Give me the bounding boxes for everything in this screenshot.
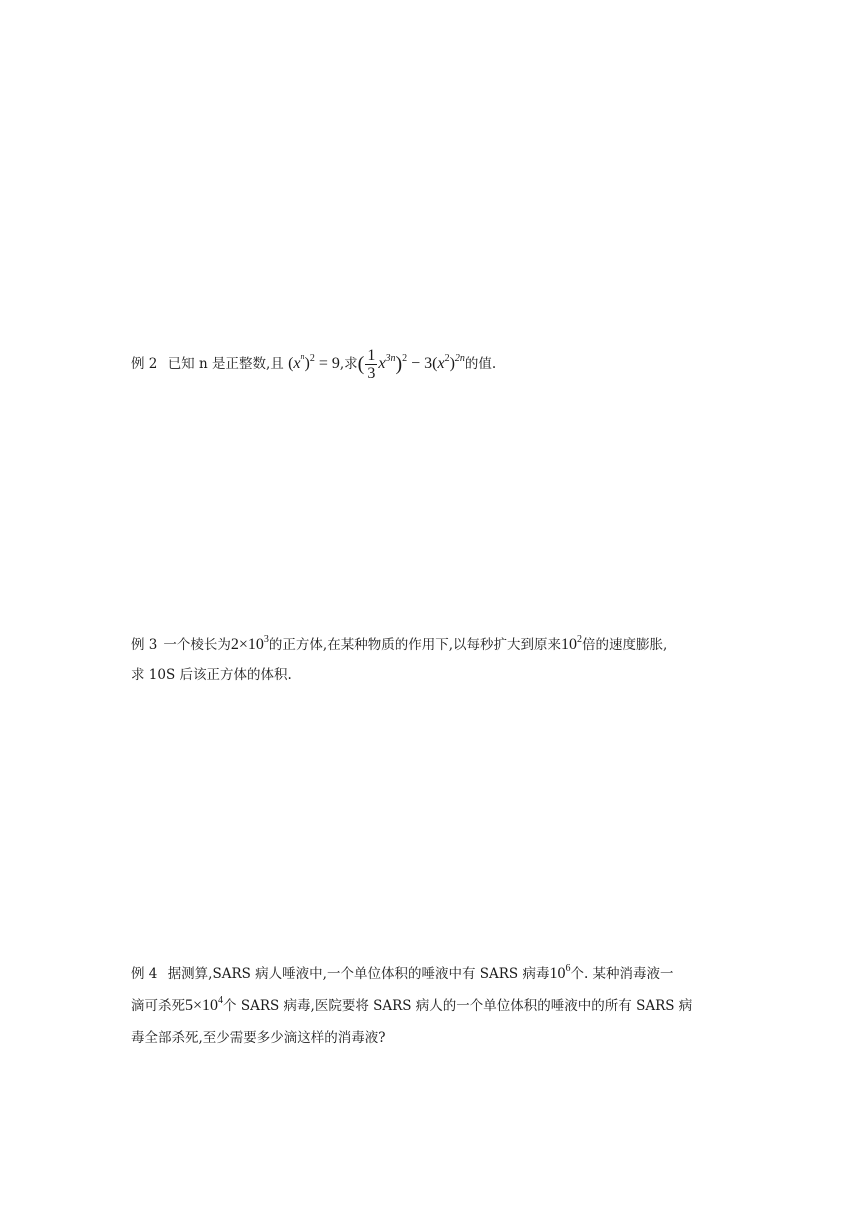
problem-4: [131, 958, 735, 1054]
math-expression: $(x^n)^2 = 9$: [288, 352, 340, 373]
problem-3: [131, 630, 735, 690]
problem-text: 的值.: [464, 356, 497, 373]
problem-text: 个 SARS 病毒,医院要将 SARS 病人的一个单位体积的唾液中的所有 SARS 病: [223, 998, 693, 1014]
problem-text: 求 10S 后该正方体的体积.: [131, 667, 292, 683]
problem-text: 已知 n 是正整数,且: [167, 356, 284, 373]
fraction: $\frac{1}{3}$: [367, 347, 376, 382]
math-expression: $2\times 10^3$: [230, 634, 269, 653]
math-expression: $5\times 10^4$: [185, 995, 224, 1014]
problem-text: 倍的速度膨胀,: [582, 637, 668, 653]
problem-text: 据测算,SARS 病人唾液中,一个单位体积的唾液中有 SARS 病毒: [167, 966, 550, 982]
problem-2: [131, 347, 735, 382]
problem-label: 例 4: [131, 966, 158, 982]
problem-text: 的正方体,在某种物质的作用下,以每秒扩大到原来: [268, 637, 562, 653]
math-expression: ( $\frac{1}{3}$ $x^{3n})^2 - 3(x^2)^{2n}$: [357, 347, 465, 382]
problem-text: 一个棱长为: [163, 637, 231, 653]
math-expression: $10^2$: [561, 634, 583, 653]
problem-label: 例 2: [131, 356, 158, 373]
problem-text: 滴可杀死: [131, 998, 185, 1014]
problem-text: 个. 某种消毒液一: [570, 966, 674, 982]
problem-text: ,求: [339, 356, 358, 373]
math-expression: $10^6$: [549, 963, 571, 982]
problem-label: 例 3: [131, 637, 158, 653]
problem-text: 毒全部杀死,至少需要多少滴这样的消毒液?: [131, 1030, 386, 1046]
